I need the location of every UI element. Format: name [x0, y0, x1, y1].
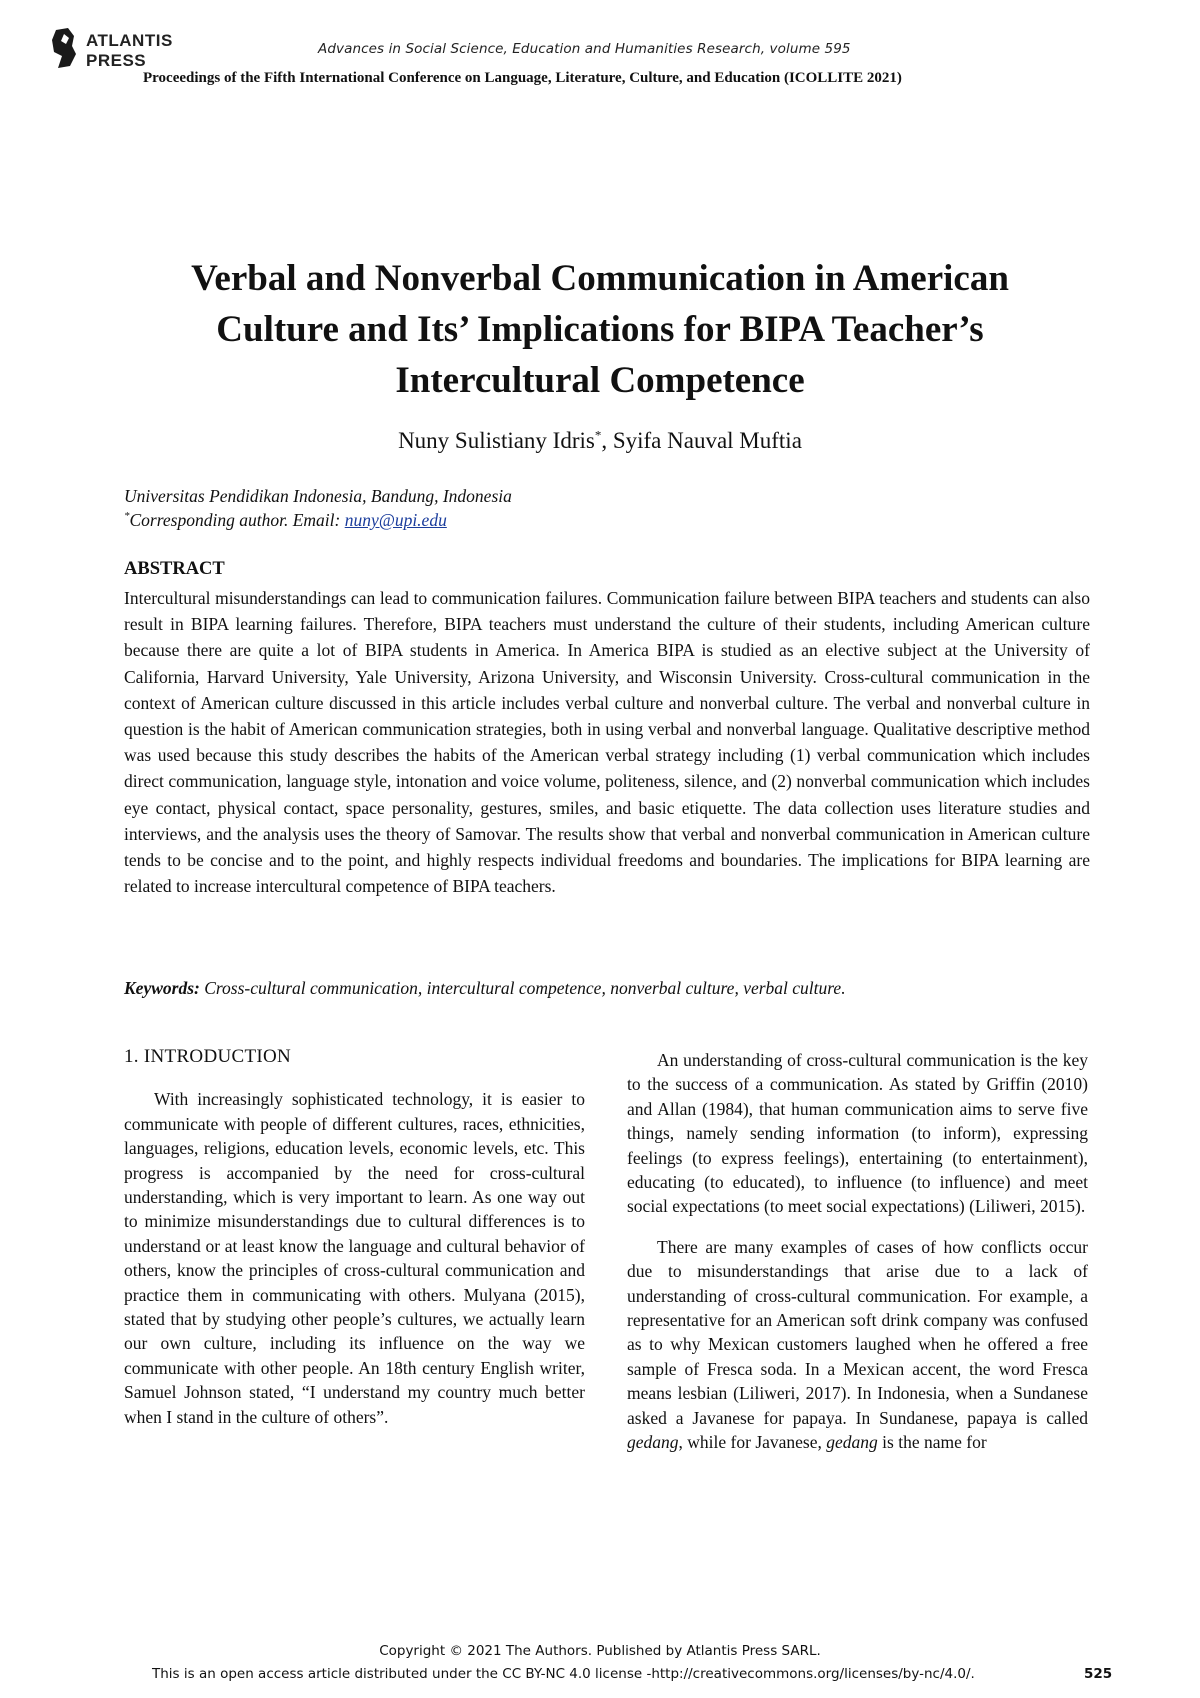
- paragraph-text: , while for Javanese,: [678, 1432, 827, 1453]
- atlantis-press-logo-icon: [46, 26, 82, 70]
- author-name: Nuny Sulistiany Idris: [398, 428, 595, 453]
- paper-title-line: Verbal and Nonverbal Communication in American: [191, 258, 1009, 299]
- paper-title: [100, 253, 1100, 406]
- keywords: [124, 978, 846, 999]
- paragraph-text: is the name for: [877, 1432, 987, 1453]
- body-paragraph: With increasingly sophisticated technology, it is easier to communicate with people of different cultures, races, ethnicities, languages, religions, education levels, economic levels, etc. This progress is accompanied by the need for cross-cultural understanding, which is very important to learn. As one way out to minimize misunderstandings due to cultural differences is to understand or at least know the language and cultural behavior of others, know the principles of cross-cultural communication and practice them in communicating with others. Mulyana (2015), stated that by studying other people’s cultures, we actually learn our own culture, including its influence on the way we communicate with other people. An 18th century English writer, Samuel Johnson stated, “I understand my country much better when I stand in the culture of others”.: [124, 1089, 585, 1427]
- corresponding-mark: *: [124, 510, 130, 523]
- email-link[interactable]: nuny@upi.edu: [344, 510, 447, 530]
- right-column: [627, 1048, 1088, 1455]
- corresponding-author: [124, 510, 447, 531]
- author-list: [100, 428, 1100, 454]
- license-notice: This is an open access article distributed under the CC BY-NC 4.0 license -http://creativecommons.org/licenses/by-nc/4.0/.: [152, 1666, 975, 1682]
- logo-text-atlantis: ATLANTIS: [86, 31, 173, 50]
- body-paragraph: An understanding of cross-cultural communication is the key to the success of a communication. As stated by Griffin (2010) and Allan (1984), that human communication aims to serve five things, namely sending information (to inform), expressing feelings (to express feelings), entertaining (to entertainment), educating (to educated), to influence (to influence) and meet social expectations (to meet social expectations) (Liliweri, 2015).: [627, 1050, 1088, 1217]
- series-title: Advances in Social Science, Education and Humanities Research, volume 595: [318, 41, 851, 57]
- paper-title-line: Culture and Its’ Implications for BIPA Teacher’s: [216, 309, 984, 350]
- abstract-text: Intercultural misunderstandings can lead to communication failures. Communication failure between BIPA teachers and students can also result in BIPA learning failures. Therefore, BIPA teachers must understand the culture of their students, including American culture because there are quite a lot of BIPA students in America. In America BIPA is studied as an elective subject at the University of California, Harvard University, Yale University, Arizona University, and Wisconsin University. Cross-cultural communication in the context of American culture discussed in this article includes verbal culture and nonverbal culture. The verbal and nonverbal culture in question is the habit of American communication strategies, both in using verbal and nonverbal language. Qualitative descriptive method was used because this study describes the habits of the American verbal strategy including (1) verbal communication which includes direct communication, language style, intonation and voice volume, politeness, silence, and (2) nonverbal communication which includes eye contact, physical contact, space personality, gestures, smiles, and basic etiquette. The data collection uses literature studies and interviews, and the analysis uses the theory of Samovar. The results show that verbal and nonverbal communication in American culture tends to be concise and to the point, and highly respects individual freedoms and boundaries. The implications for BIPA learning are related to increase intercultural competence of BIPA teachers.: [124, 588, 1090, 897]
- author-name: , Syifa Nauval Muftia: [601, 428, 802, 453]
- logo-text-press: PRESS: [86, 51, 147, 70]
- abstract-heading: ABSTRACT: [124, 559, 225, 579]
- copyright-notice: Copyright © 2021 The Authors. Published by Atlantis Press SARL.: [379, 1643, 821, 1659]
- affiliation: Universitas Pendidikan Indonesia, Bandung, Indonesia: [124, 486, 512, 506]
- keywords-list: Cross-cultural communication, intercultural competence, nonverbal culture, verbal culture.: [199, 978, 846, 998]
- left-column: [124, 1045, 585, 1429]
- proceedings-title: Proceedings of the Fifth International Conference on Language, Literature, Culture, and Education (ICOLLITE 2021): [143, 70, 902, 86]
- corresponding-label: Corresponding author. Email:: [129, 510, 345, 530]
- body-paragraph: [627, 1235, 1088, 1455]
- publisher-logo: [46, 24, 196, 74]
- section-heading: 1. INTRODUCTION: [124, 1046, 292, 1067]
- emphasis-term: gedang: [826, 1432, 878, 1453]
- paragraph-text: There are many examples of cases of how conflicts occur due to misunderstandings that arise due to a lack of understanding of cross-cultural communication. For example, a representative for an American soft drink company was confused as to why Mexican customers laughed when he offered a free sample of Fresca soda. In a Mexican accent, the word Fresca means lesbian (Liliweri, 2017). In Indonesia, when a Sundanese asked a Javanese for papaya. In Sundanese, papaya is called: [627, 1236, 1088, 1428]
- page-number: 525: [1084, 1666, 1113, 1682]
- paper-title-line: Intercultural Competence: [395, 360, 805, 401]
- keywords-label: Keywords:: [124, 978, 200, 998]
- corresponding-mark: *: [594, 427, 602, 443]
- emphasis-term: gedang: [627, 1432, 679, 1453]
